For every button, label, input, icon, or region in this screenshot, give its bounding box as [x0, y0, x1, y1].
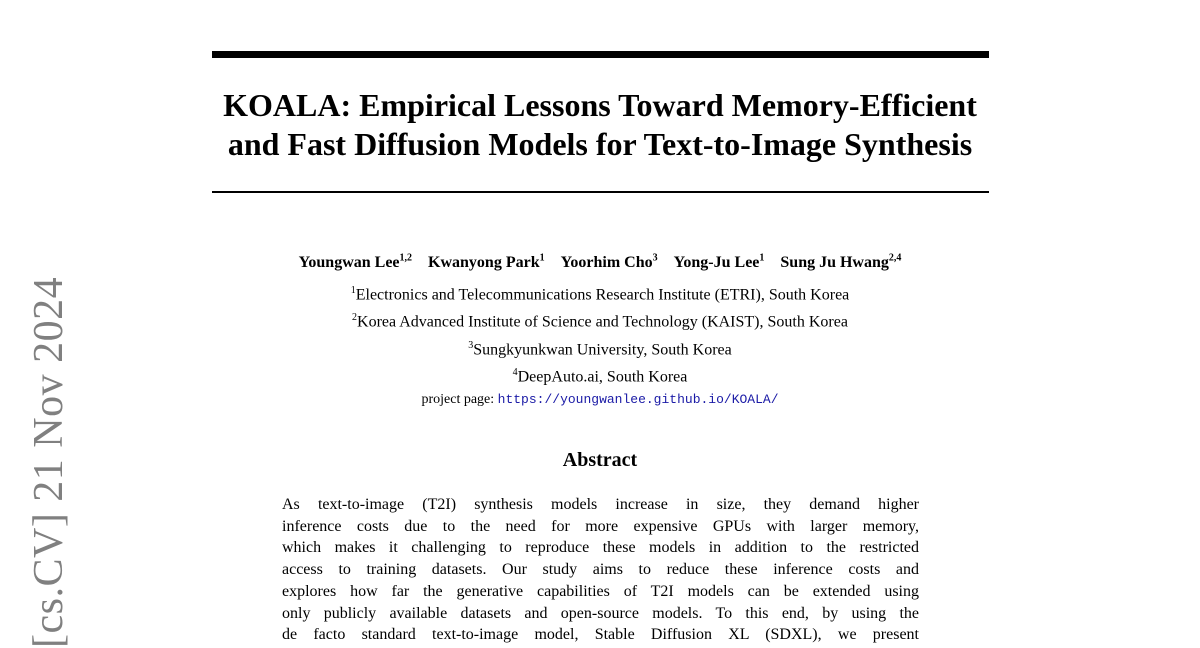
- abstract-heading: Abstract: [562, 449, 638, 471]
- abstract-line: inference costs due to the need for more expensive GPUs with larger memory,: [282, 517, 919, 535]
- affiliation: $^4$DeepAuto.ai, South Korea: [512, 366, 688, 386]
- author: Yoorhim Cho$^3$: [560, 253, 658, 272]
- abstract-line: As text-to-image (T2I) synthesis models increase in size, they demand higher: [282, 496, 919, 513]
- abstract-line: explores how far the generative capabilities of T2I models can be extended using: [282, 582, 919, 600]
- project-page-label: project page:: [421, 392, 498, 408]
- affiliation-list: [200, 279, 1000, 411]
- project-page: [200, 388, 1000, 411]
- project-page-link[interactable]: https://youngwanlee.github.io/KOALA/: [497, 392, 779, 408]
- author: Youngwan Lee$^{1,2}$: [298, 253, 413, 272]
- title-bottom-rule: [212, 191, 989, 193]
- author: Sung Ju Hwang$^{2,4}$: [780, 253, 902, 272]
- abstract-line: de facto standard text-to-image model, Stable Diffusion XL (SDXL), we present: [282, 626, 919, 644]
- abstract-line: only publicly available datasets and open-source models. To this end, by using the: [282, 604, 919, 622]
- author-list: [200, 248, 1000, 274]
- paper-title-line-2: and Fast Diffusion Models for Text-to-Image Synthesis: [227, 126, 973, 162]
- affiliation: $^2$Korea Advanced Institute of Science and Technology (KAIST), South Korea: [352, 312, 848, 331]
- author: Kwanyong Park$^1$: [428, 253, 545, 272]
- paper-title-line-1: KOALA: Empirical Lessons Toward Memory-Efficient: [223, 87, 977, 123]
- abstract-body: [282, 494, 919, 646]
- abstract-line: which makes it challenging to reproduce these models in addition to the restricted: [282, 539, 919, 557]
- paper-title: [200, 86, 1000, 164]
- affiliation: $^3$Sungkyunkwan University, South Korea: [468, 339, 732, 358]
- title-top-rule: [212, 51, 989, 58]
- arxiv-side-stamp: [cs.CV] 21 Nov 2024: [26, 276, 72, 648]
- author: Yong-Ju Lee$^1$: [673, 253, 765, 272]
- abstract-line: access to training datasets. Our study aims to reduce these inference costs and: [282, 561, 919, 579]
- affiliation: $^1$Electronics and Telecommunications Research Institute (ETRI), South Korea: [350, 285, 850, 304]
